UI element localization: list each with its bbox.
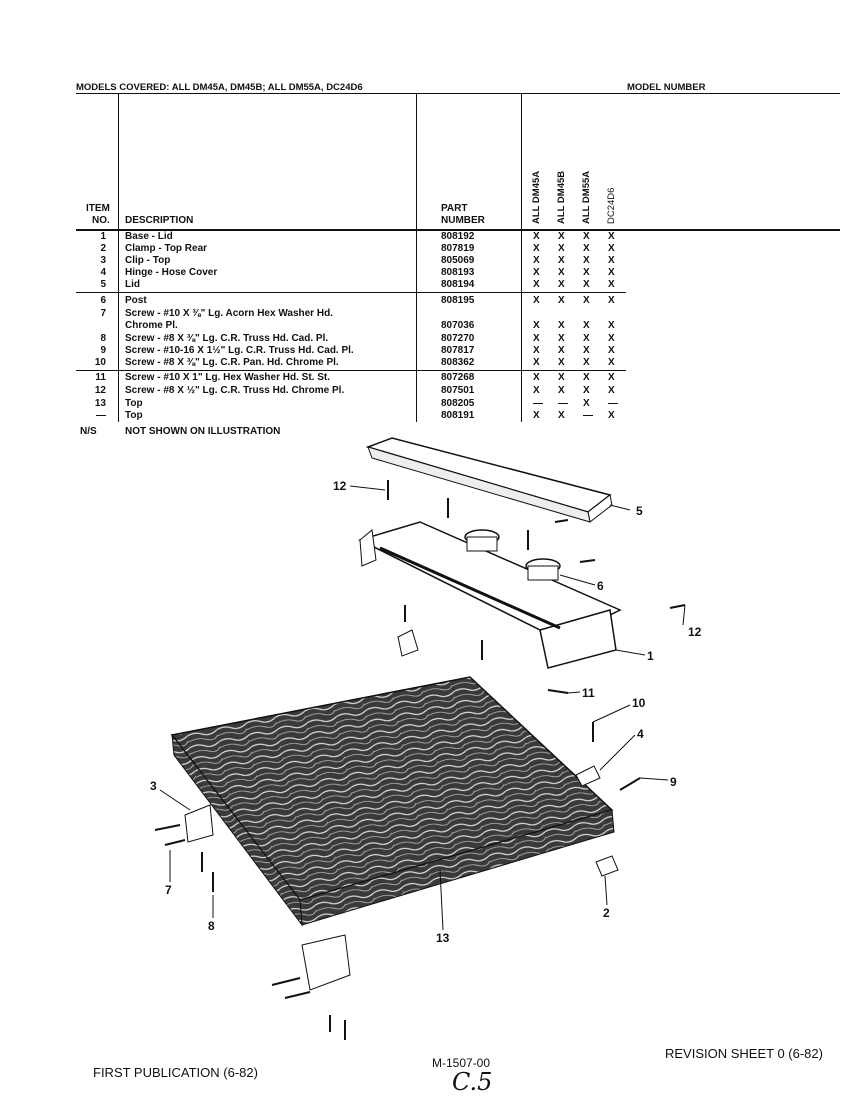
callout-12b: 12 [688, 625, 702, 639]
model-applicability-mark: X [558, 320, 565, 331]
model-applicability-mark: X [558, 243, 565, 254]
model-applicability-mark: — [558, 398, 568, 409]
model-applicability-mark: X [558, 410, 565, 421]
model-applicability-mark: X [533, 333, 540, 344]
callout-4: 4 [637, 727, 644, 741]
callout-8: 8 [208, 919, 215, 933]
model-applicability-mark: X [583, 345, 590, 356]
model-applicability-mark: X [608, 333, 615, 344]
callout-3: 3 [150, 779, 157, 793]
model-applicability-mark: X [558, 333, 565, 344]
part-description: Lid [125, 279, 140, 290]
model-applicability-mark: X [558, 385, 565, 396]
model-applicability-mark: X [583, 385, 590, 396]
model-applicability-mark: X [533, 357, 540, 368]
model-applicability-mark: X [533, 279, 540, 290]
col-model-4: DC24D6 [606, 187, 617, 224]
model-applicability-mark: X [608, 295, 615, 306]
part-description: Screw - #8 X ⅜" Lg. C.R. Pan. Hd. Chrome Pl. [125, 357, 339, 368]
model-applicability-mark: X [533, 267, 540, 278]
model-applicability-mark: X [583, 267, 590, 278]
model-applicability-mark: X [583, 295, 590, 306]
callout-7: 7 [165, 883, 172, 897]
model-applicability-mark: X [583, 357, 590, 368]
part-number: 808362 [441, 357, 475, 368]
part-number: 807817 [441, 345, 475, 356]
part-number: 808194 [441, 279, 475, 290]
model-applicability-mark: X [558, 372, 565, 383]
part-number: 807036 [441, 320, 475, 331]
part-number: 807268 [441, 372, 475, 383]
model-applicability-mark: X [583, 279, 590, 290]
item-number: 2 [100, 243, 106, 254]
model-applicability-mark: X [583, 398, 590, 409]
model-applicability-mark: X [533, 410, 540, 421]
model-applicability-mark: — [608, 398, 618, 409]
part-description-cont: Chrome Pl. [125, 320, 178, 331]
model-applicability-mark: X [608, 279, 615, 290]
callout-2: 2 [603, 906, 610, 920]
model-applicability-mark: X [558, 231, 565, 242]
model-applicability-mark: X [608, 267, 615, 278]
part-description: Top [125, 398, 143, 409]
model-number-heading: MODEL NUMBER [627, 82, 706, 93]
col-part-label: PART [441, 203, 468, 214]
document-number: M-1507-00 [432, 1056, 491, 1070]
part-description: Clip - Top [125, 255, 171, 266]
base-lid-part [360, 522, 620, 668]
wood-top-part [172, 677, 614, 925]
callout-13: 13 [436, 931, 450, 945]
item-number: 7 [100, 308, 106, 319]
model-applicability-mark: X [558, 345, 565, 356]
model-applicability-mark: — [583, 410, 593, 421]
col-model-2: ALL DM45B [556, 170, 567, 224]
part-description: Screw - #10 X 1" Lg. Hex Washer Hd. St. St. [125, 372, 330, 383]
first-publication: FIRST PUBLICATION (6-82) [93, 1065, 258, 1080]
part-description: Screw - #8 X ½" Lg. C.R. Truss Hd. Chrome Pl. [125, 385, 345, 396]
model-applicability-mark: X [583, 231, 590, 242]
part-number: 807270 [441, 333, 475, 344]
model-applicability-mark: X [558, 295, 565, 306]
item-number: 1 [100, 231, 106, 242]
lid-part [368, 438, 612, 522]
model-applicability-mark: X [533, 345, 540, 356]
callout-10: 10 [632, 696, 646, 710]
part-number: 808192 [441, 231, 475, 242]
model-applicability-mark: X [533, 295, 540, 306]
model-applicability-mark: X [533, 320, 540, 331]
item-number: 6 [100, 295, 106, 306]
col-no-label: NO. [92, 215, 110, 226]
model-applicability-mark: X [583, 372, 590, 383]
item-number: 9 [100, 345, 106, 356]
item-number: 11 [95, 372, 106, 383]
callout-11: 11 [582, 686, 595, 700]
part-number: 807819 [441, 243, 475, 254]
model-applicability-mark: X [608, 231, 615, 242]
note-code: N/S [80, 426, 97, 437]
callout-1: 1 [647, 649, 654, 663]
model-applicability-mark: X [608, 243, 615, 254]
item-number: — [96, 410, 106, 421]
part-description: Screw - #10-16 X 1½" Lg. C.R. Truss Hd. Cad. Pl. [125, 345, 354, 356]
part-description: Clamp - Top Rear [125, 243, 208, 254]
model-applicability-mark: X [558, 267, 565, 278]
part-description: Base - Lid [125, 231, 173, 242]
callout-5: 5 [636, 504, 643, 518]
model-applicability-mark: X [533, 255, 540, 266]
col-description: DESCRIPTION [125, 215, 194, 226]
part-description: Screw - #10 X ⅜" Lg. Acorn Hex Washer Hd. [125, 308, 333, 319]
model-applicability-mark: X [608, 385, 615, 396]
model-applicability-mark: X [608, 372, 615, 383]
model-applicability-mark: X [608, 357, 615, 368]
model-applicability-mark: X [608, 410, 615, 421]
part-number: 808205 [441, 398, 475, 409]
part-description: Hinge - Hose Cover [125, 267, 218, 278]
item-number: 13 [94, 398, 106, 409]
col-item-label: ITEM [86, 203, 110, 214]
part-number: 807501 [441, 385, 475, 396]
model-applicability-mark: X [583, 255, 590, 266]
model-applicability-mark: X [558, 255, 565, 266]
model-applicability-mark: X [583, 333, 590, 344]
models-covered: MODELS COVERED: ALL DM45A, DM45B; ALL DM55A, DC24D6 [76, 82, 363, 93]
part-description: Screw - #8 X ⅜" Lg. C.R. Truss Hd. Cad. Pl. [125, 333, 329, 344]
model-applicability-mark: X [608, 255, 615, 266]
callout-6: 6 [597, 579, 604, 593]
model-applicability-mark: X [583, 320, 590, 331]
part-number: 808193 [441, 267, 475, 278]
handwritten-page-mark: C.5 [452, 1068, 493, 1096]
col-number-label: NUMBER [441, 215, 485, 226]
model-applicability-mark: X [583, 243, 590, 254]
model-applicability-mark: — [533, 398, 543, 409]
item-number: 3 [100, 255, 106, 266]
part-number: 805069 [441, 255, 475, 266]
model-applicability-mark: X [608, 320, 615, 331]
part-description: Post [125, 295, 147, 306]
item-number: 10 [94, 357, 106, 368]
model-applicability-mark: X [533, 385, 540, 396]
callout-9: 9 [670, 775, 677, 789]
revision-sheet: REVISION SHEET 0 (6-82) [665, 1046, 823, 1061]
col-model-1: ALL DM45A [531, 170, 542, 224]
part-number: 808195 [441, 295, 475, 306]
callout-12a: 12 [333, 479, 347, 493]
model-applicability-mark: X [533, 231, 540, 242]
item-number: 5 [100, 279, 106, 290]
model-applicability-mark: X [533, 372, 540, 383]
part-description: Top [125, 410, 143, 421]
model-applicability-mark: X [533, 243, 540, 254]
model-applicability-mark: X [608, 345, 615, 356]
col-model-3: ALL DM55A [581, 170, 592, 224]
model-applicability-mark: X [558, 357, 565, 368]
model-applicability-mark: X [558, 279, 565, 290]
item-number: 4 [100, 267, 106, 278]
item-number: 8 [100, 333, 106, 344]
item-number: 12 [94, 385, 106, 396]
note-text: NOT SHOWN ON ILLUSTRATION [125, 426, 281, 437]
part-number: 808191 [441, 410, 475, 421]
